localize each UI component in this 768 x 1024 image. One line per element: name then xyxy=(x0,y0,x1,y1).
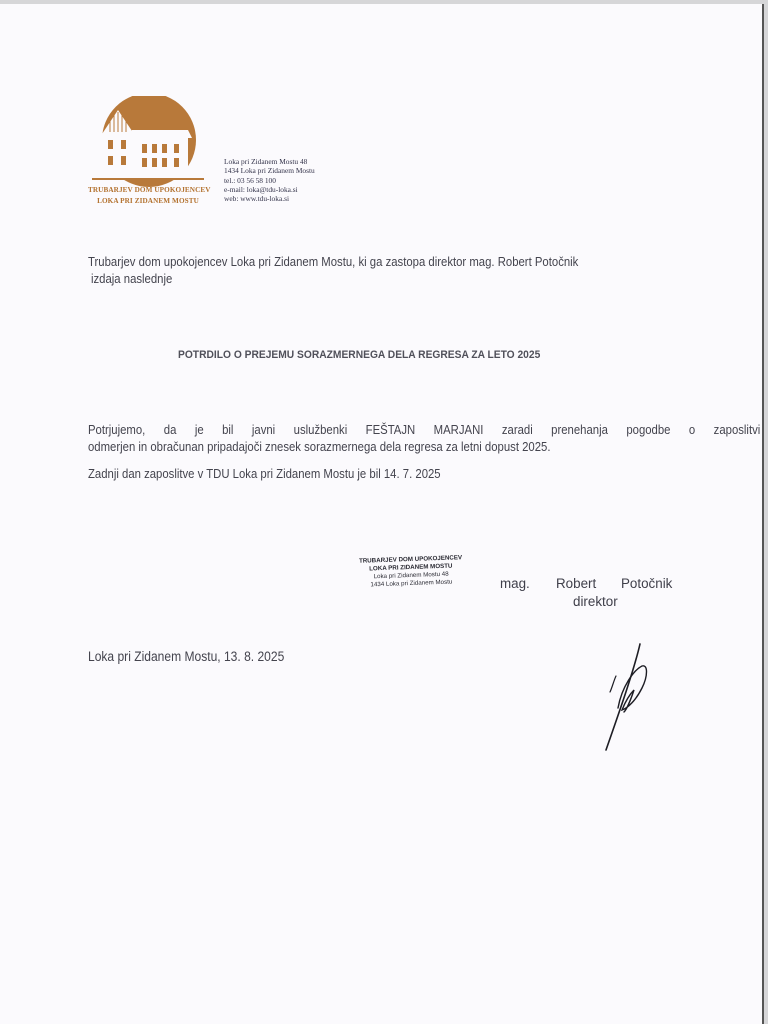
signatory-title: mag. xyxy=(500,576,530,591)
place-and-date: Loka pri Zidanem Mostu, 13. 8. 2025 xyxy=(88,649,285,664)
institution-logo xyxy=(88,96,211,208)
stamp-line2: LOKA PRI ZIDANEM MOSTU xyxy=(369,562,453,573)
body-paragraph-line1: Potrjujemo, da je bil javni uslužbenki FEŠTAJN MARJANI zaradi prenehanja pogodbe o zaposlitvi xyxy=(88,423,761,437)
stamp-line4: 1434 Loka pri Zidanem Mostu xyxy=(370,578,453,589)
signatory-last-name: Potočnik xyxy=(621,576,673,591)
stamp-line3: Loka pri Zidanem Mostu 48 xyxy=(373,570,449,581)
body-paragraph-last-day: Zadnji dan zaposlitve v TDU Loka pri Zidanem Mostu je bil 14. 7. 2025 xyxy=(88,467,441,481)
intro-line1: Trubarjev dom upokojencev Loka pri Zidanem Mostu, ki ga zastopa direktor mag. Robert Potočnik xyxy=(88,255,579,269)
signatory-first-name: Robert xyxy=(556,576,597,591)
logo-name-line1: TRUBARJEV DOM UPOKOJENCEV xyxy=(88,186,211,194)
handwritten-signature-icon xyxy=(596,640,656,756)
institution-stamp xyxy=(345,554,476,591)
document-page xyxy=(0,4,764,1024)
logo-name-line2: LOKA PRI ZIDANEM MOSTU xyxy=(97,197,199,205)
document-title: POTRDILO O PREJEMU SORAZMERNEGA DELA REGRESA ZA LETO 2025 xyxy=(178,349,541,361)
phone-number: tel.: 03 56 58 100 xyxy=(224,175,276,185)
contact-block xyxy=(224,157,315,203)
address-line1: Loka pri Zidanem Mostu 48 xyxy=(224,157,308,166)
stamp-line1: TRUBARJEV DOM UPOKOJENCEV xyxy=(358,554,463,565)
address-line2: 1434 Loka pri Zidanem Mostu xyxy=(224,166,315,176)
email-address: e-mail: loka@tdu-loka.si xyxy=(224,184,298,194)
signatory-role: direktor xyxy=(573,594,618,609)
website: web: www.tdu-loka.si xyxy=(224,194,289,204)
building-logo-icon xyxy=(88,96,208,188)
body-paragraph-line2: odmerjen in obračunan pripadajoči znesek sorazmernega dela regresa za letni dopust 2025. xyxy=(88,440,551,454)
intro-line2: izdaja naslednje xyxy=(91,272,173,286)
